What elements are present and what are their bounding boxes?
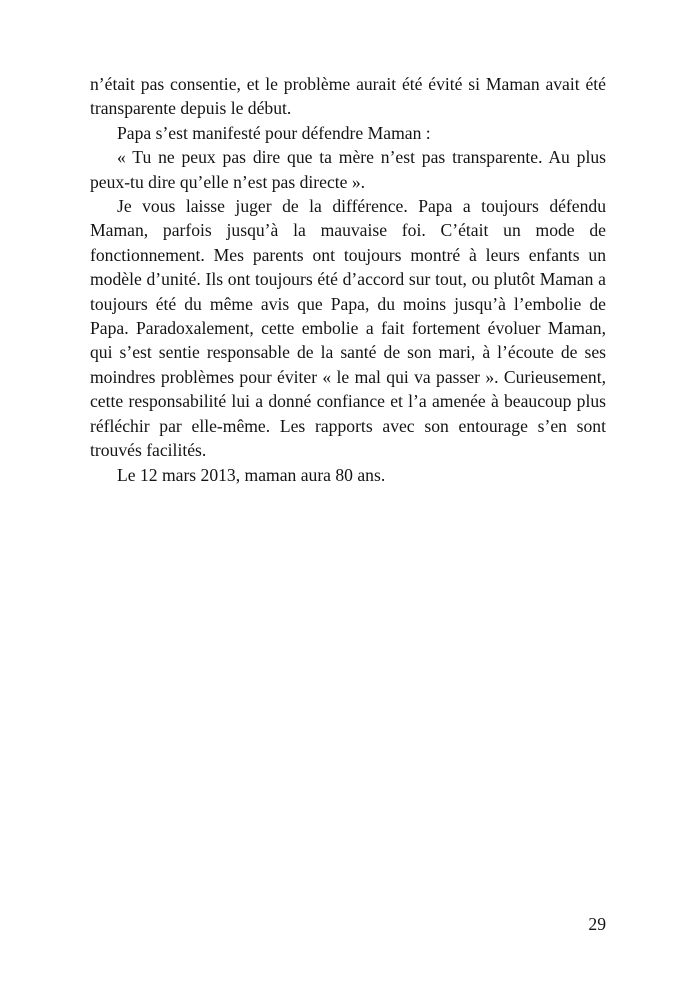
paragraph-3: « Tu ne peux pas dire que ta mère n’est pas transparente. Au plus peux-tu dire qu’elle n’est pas directe ». <box>90 147 606 192</box>
body-text <box>90 72 606 487</box>
paragraph-4: Je vous laisse juger de la différence. Papa a toujours défendu Maman, parfois jusqu’à la mauvaise foi. C’était un mode de fonctionnement. Mes parents ont toujours montré à leurs enfants un modèle d’unité. Ils ont toujours été d’accord sur tout, ou plutôt Maman a toujours été du même avis que Papa, du moins jusqu’à l’embolie de Papa. Paradoxalement, cette embolie a fait fortement évoluer Maman, qui s’est sentie responsable de la santé de son mari, à l’écoute de ses moindres problèmes pour éviter « le mal qui va passer ». Curieusement, cette responsabilité lui a donné confiance et l’a amenée à beaucoup plus réfléchir par elle-même. Les rapports avec son entourage s’en sont trouvés facilités. <box>90 196 606 461</box>
paragraph-2: Papa s’est manifesté pour défendre Maman : <box>117 122 431 143</box>
paragraph-1: n’était pas consentie, et le problème aurait été évité si Maman avait été transparente depuis le début. <box>90 74 606 119</box>
page-number: 29 <box>588 914 606 934</box>
paragraph-5: Le 12 mars 2013, maman aura 80 ans. <box>117 464 386 485</box>
